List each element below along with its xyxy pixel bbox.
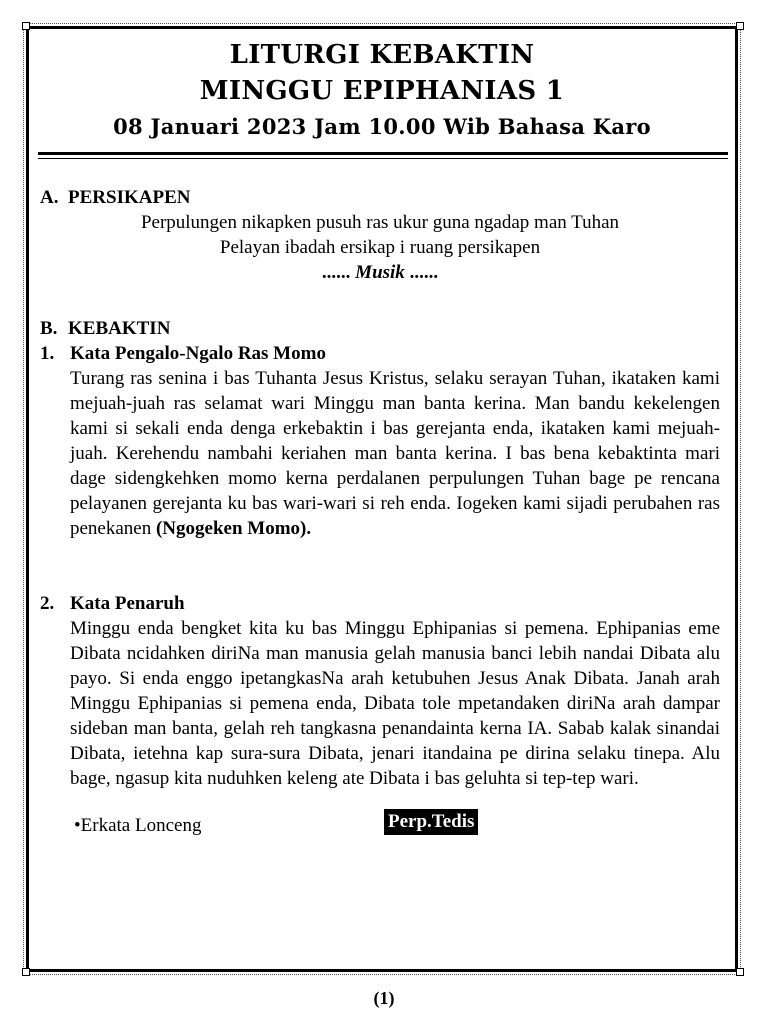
section-a-heading: A. PERSIKAPEN [40,187,191,208]
title-line-2: MINGGU EPIPHANIAS 1 [199,76,565,106]
border-corner [22,968,30,976]
border-corner [736,968,744,976]
musik-line: ...... Musik ...... [321,262,439,283]
bullet-icon: • [74,815,81,836]
border-corner [22,22,30,30]
section-a-line-1: Perpulungen nikapken pusuh ras ukur guna ngadap man Tuhan [140,212,620,233]
officiant-tag: Perp.Tedis [384,809,478,835]
section-b-heading: B. KEBAKTIN [40,318,171,339]
bullet-row [40,809,720,839]
liturgy-content [40,185,720,839]
header-divider-thin [38,158,728,159]
bullet-text: Erkata Lonceng [80,815,202,836]
border-corner [736,22,744,30]
item-2-body: Minggu enda bengket kita ku bas Minggu Ephipanias si pemena. Ephipanias eme Dibata ncidahken diriNa man manusia gelah manusia banci lebih nandai Dibata alu payo. Si enda enggo ipetangkasNa arah ketubuhen Jesus Anak Dibata. Janah arah Minggu Ephipanias si pemena enda, Dibata tole mpetandaken diriNa arah dampar sideban man banta, gelah reh tangkasna penandainta kerna IA. Sabab kalak sinandai Dibata, ietehna kap sura-sura Dibata, jenari itandaina pe dirina selaku tinepa. Alu bage, ngasup kita nuduhken keleng ate Dibata i bas geluhta si tep-tep wari. [70,618,720,789]
section-a-line-2: Pelayan ibadah ersikap i ruang persikapen [219,237,541,258]
page-number: (1) [373,988,395,1008]
item-1-body-bold: (Ngogeken Momo). [155,518,312,539]
bullet-item [74,813,201,838]
header-divider-thick [38,152,728,155]
item-1-body: Turang ras senina i bas Tuhanta Jesus Kristus, selaku serayan Tuhan, ikataken kami mejuah-juah ras selamat wari Minggu man banta kerina. Man bandu kekelengen kami si sekali enda denga erkebaktin i bas gerejanta enda, ikataken kami mejuah-juah. Kerehendu nambahi keriahen man banta kerina. I bas bena kebaktinta mari dage sidengkehken momo kerna perdalanen perpulungen Tuhan bage pe rencana pelayanen gerejanta ku bas wari-wari si reh enda. Iogeken kami sijadi perubahen ras penekanen (Ngogeken Momo). [70,368,720,539]
item-1-heading: 1. Kata Pengalo-Ngalo Ras Momo [40,343,326,364]
title-line-1: LITURGI KEBAKTIN [229,40,535,70]
item-2-heading: 2. Kata Penaruh [40,593,185,614]
title-date-line: 08 Januari 2023 Jam 10.00 Wib Bahasa Karo [113,114,651,139]
